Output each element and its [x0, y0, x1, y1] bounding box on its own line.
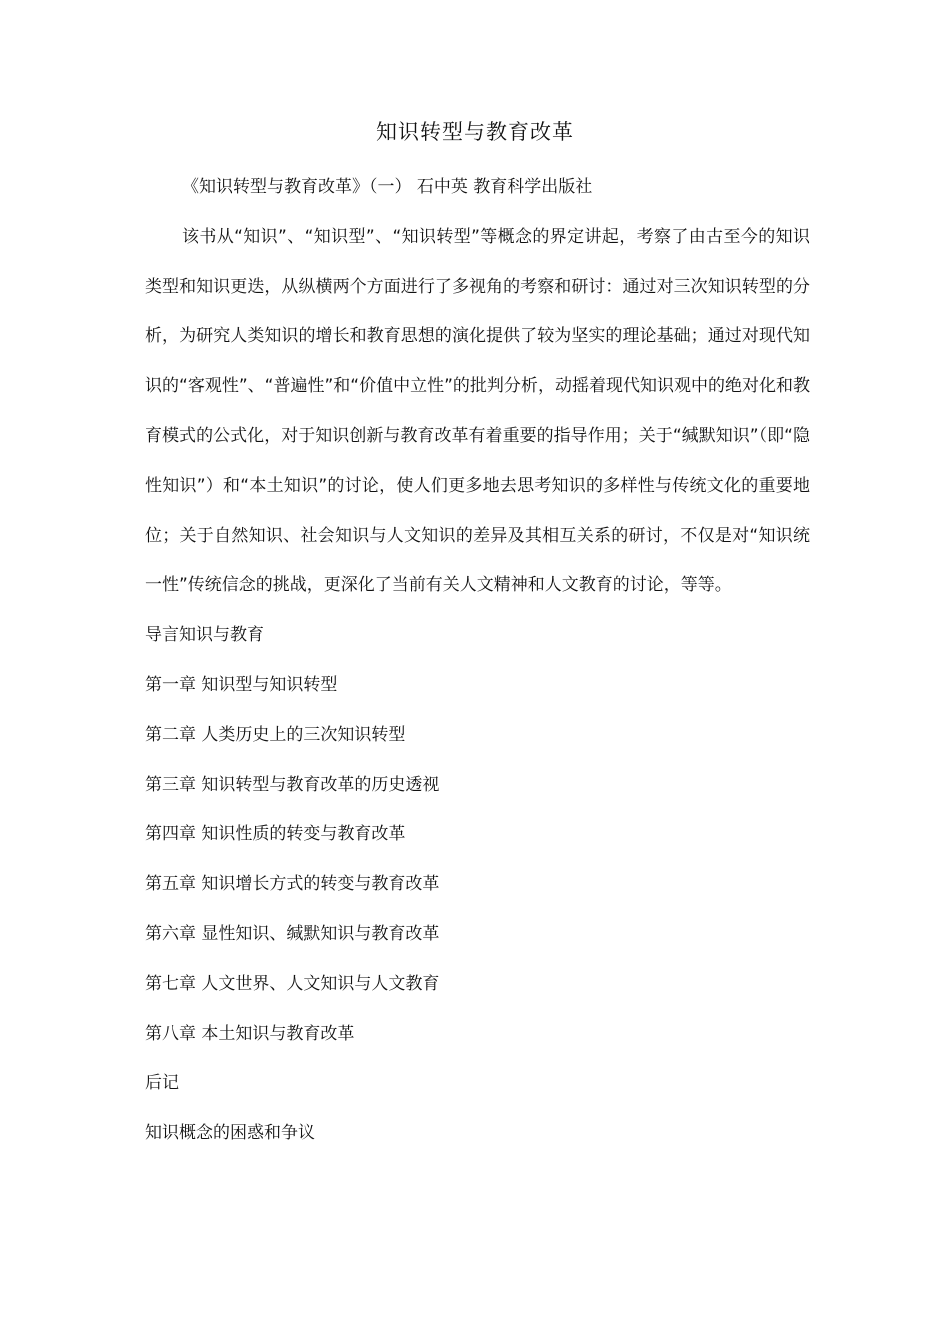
- toc-item-chapter-1: 第一章 知识型与知识转型: [145, 674, 338, 695]
- toc-item-section-heading: 知识概念的困惑和争议: [145, 1123, 315, 1144]
- toc-item-chapter-4: 第四章 知识性质的转变与教育改革: [145, 824, 406, 845]
- toc-item-chapter-6: 第六章 显性知识、缄默知识与教育改革: [145, 923, 440, 944]
- book-info-line: 《知识转型与教育改革》（一） 石中英 教育科学出版社: [182, 177, 593, 197]
- toc-item-chapter-3: 第三章 知识转型与教育改革的历史透视: [145, 774, 440, 795]
- toc-item-intro: 导言知识与教育: [145, 625, 264, 646]
- summary-paragraph: 该书从“知识”、“知识型”、“知识转型”等概念的界定讲起，考察了由古至今的知识类型和知识更迭，从纵横两个方面进行了多视角的考察和研讨：通过对三次知识转型的分析，为研究人类知识的增长和教育思想的演化提供了较为坚实的理论基础；通过对现代知识的“客观性”、“普遍性”和“价值中立性”的批判分析，动摇着现代知识观中的绝对化和教育模式的公式化，对于知识创新与教育改革有着重要的指导作用；关于“缄默知识”（即“隐性知识”）和“本土知识”的讨论，使人们更多地去思考知识的多样性与传统文化的重要地位；关于自然知识、社会知识与人文知识的差异及其相互关系的研讨，不仅是对“知识统一性”传统信念的挑战，更深化了当前有关人文精神和人文教育的讨论，等等。: [145, 226, 810, 596]
- toc-item-chapter-7: 第七章 人文世界、人文知识与人文教育: [145, 973, 440, 994]
- document-title: 知识转型与教育改革: [376, 120, 574, 144]
- toc-item-chapter-5: 第五章 知识增长方式的转变与教育改革: [145, 874, 440, 895]
- toc-item-afterword: 后记: [145, 1073, 179, 1094]
- toc-item-chapter-8: 第八章 本土知识与教育改革: [145, 1023, 355, 1044]
- document-body: [145, 163, 810, 1159]
- toc-item-chapter-2: 第二章 人类历史上的三次知识转型: [145, 724, 406, 745]
- table-of-contents: [145, 611, 810, 1159]
